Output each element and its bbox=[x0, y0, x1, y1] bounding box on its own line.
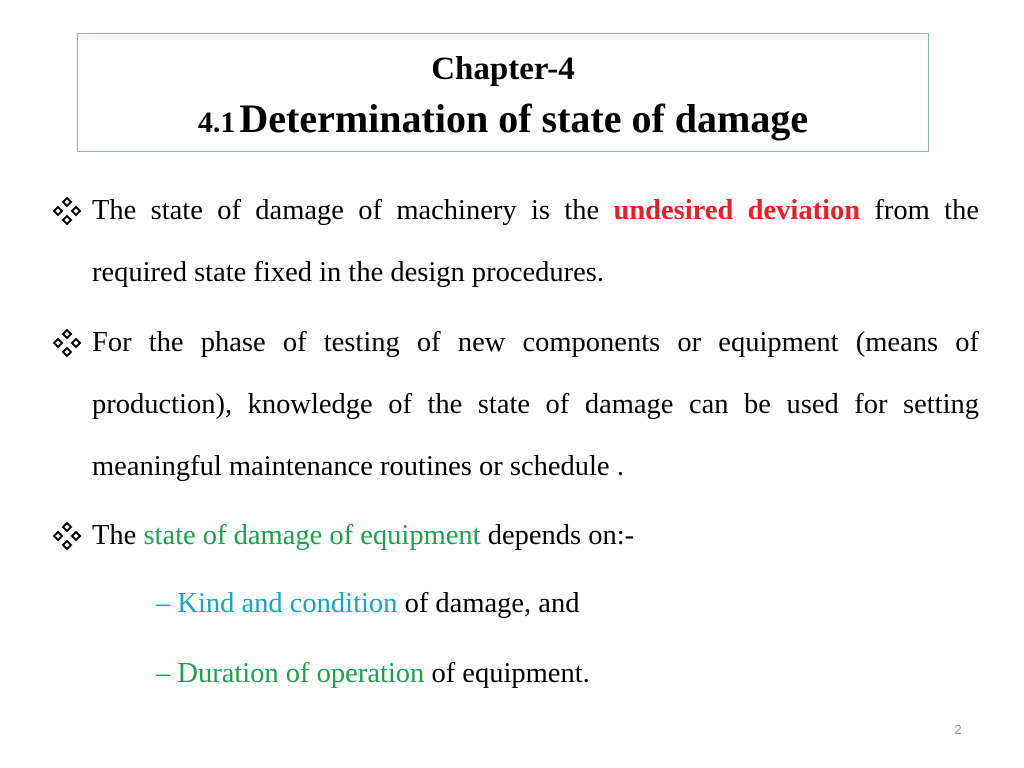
sub-item-text: of damage, and bbox=[397, 588, 580, 619]
bullet-item bbox=[52, 180, 979, 304]
bullet-text-end: from the required state fixed in the design procedures. bbox=[92, 195, 979, 288]
bullet-item bbox=[52, 505, 979, 567]
bullet-item bbox=[52, 312, 979, 498]
bullet-text-start: The state of damage of machinery is the bbox=[92, 195, 614, 226]
bullet-text bbox=[92, 505, 979, 567]
bullet-text-start: The bbox=[92, 520, 144, 551]
bullet-text: For the phase of testing of new components or equipment (means of production), knowledge of the state of damage can be used for setting meaningful maintenance routines or schedule . bbox=[92, 327, 979, 482]
sub-item-dash: – bbox=[156, 658, 178, 689]
four-diamond-bullet-icon bbox=[52, 521, 82, 551]
sub-item bbox=[156, 654, 590, 694]
sub-item-dash: – bbox=[156, 588, 178, 619]
highlight-duration-of-operation: Duration of operation bbox=[177, 658, 425, 689]
four-diamond-bullet-icon bbox=[52, 196, 82, 226]
chapter-label: Chapter-4 bbox=[431, 51, 575, 87]
four-diamond-bullet-icon bbox=[52, 328, 82, 358]
highlight-undesired-deviation: undesired deviation bbox=[613, 195, 861, 226]
section-heading: Determination of state of damage bbox=[239, 96, 809, 141]
section-number: 4.1 bbox=[197, 106, 236, 139]
section-title bbox=[78, 92, 928, 155]
bullet-text bbox=[92, 180, 979, 304]
bullet-text-end: depends on:- bbox=[480, 520, 635, 551]
title-box bbox=[77, 33, 929, 152]
sub-item-text: of equipment. bbox=[424, 658, 590, 689]
sub-item bbox=[156, 584, 579, 624]
page-number: 2 bbox=[954, 722, 962, 737]
highlight-state-of-damage: state of damage of equipment bbox=[143, 520, 481, 551]
highlight-kind-and-condition: Kind and condition bbox=[177, 588, 398, 619]
